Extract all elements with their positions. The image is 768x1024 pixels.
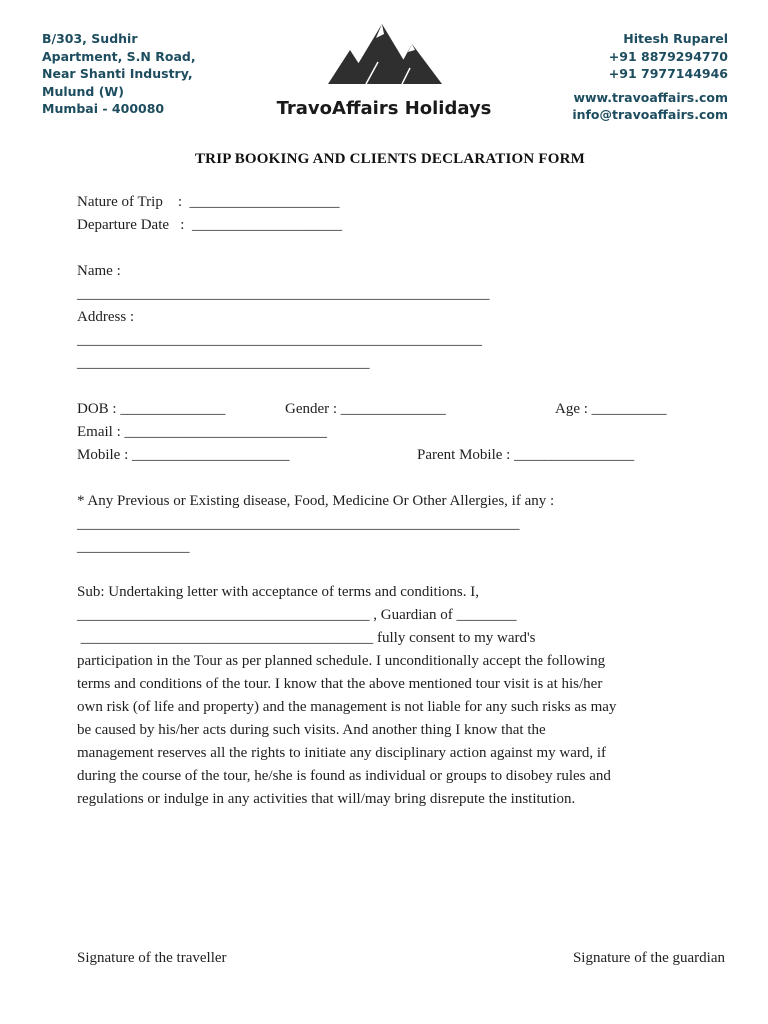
declaration-line: terms and conditions of the tour. I know that the above mentioned tour visit is at his/her [77,676,603,692]
guardian-signature-label: Signature of the guardian [572,950,725,966]
gender-field[interactable]: Gender : ______________ [285,401,446,417]
address-line: Mulund (W) [42,83,124,99]
phone-number: +91 8879294770 [608,48,728,64]
declaration-line: participation in the Tour as per planned schedule. I unconditionally accept the following [77,653,606,669]
name-field[interactable]: _______________________________________________________ [77,286,490,302]
address-line: Near Shanti Industry, [42,66,193,81]
age-field[interactable]: Age : __________ [555,401,667,417]
phone-number: +91 7977144946 [608,66,728,81]
brand-name: TravoAffairs Holidays [276,98,492,119]
address-field-line-1[interactable]: ______________________________________________________ [77,332,482,348]
address-line: Mumbai - 400080 [42,101,165,116]
declaration-line: management reserves all the rights to initiate any disciplinary action against my ward, if [77,745,607,761]
address-field-line-2[interactable]: _______________________________________ [77,355,370,371]
declaration-paragraph [77,581,732,811]
contact-name: Hitesh Ruparel [623,31,728,46]
declaration-line[interactable]: _______________________________________ fully consent to my ward's [77,630,536,646]
allergy-field-line-2[interactable]: _______________ [77,539,190,555]
declaration-line: own risk (of life and property) and the management is not liable for any such risks as may [77,699,617,715]
nature-of-trip-field[interactable]: Nature of Trip : ____________________ [77,194,340,210]
declaration-line: Sub: Undertaking letter with acceptance of terms and conditions. I, [77,584,479,600]
mobile-field[interactable]: Mobile : _____________________ [77,447,290,463]
email-field[interactable]: Email : ___________________________ [77,424,327,440]
address-label: Address : [77,309,135,325]
email-link[interactable]: info@travoaffairs.com [572,107,728,122]
contact-info [468,30,728,124]
name-label: Name : [77,263,121,279]
traveller-signature-label: Signature of the traveller [77,950,227,966]
dob-field[interactable]: DOB : ______________ [77,401,226,417]
declaration-line: be caused by his/her acts during such visits. And another thing I know that the [77,722,546,738]
address-line: Apartment, S.N Road, [42,48,196,64]
allergy-label: * Any Previous or Existing disease, Food, Medicine Or Other Allergies, if any : [77,493,555,509]
allergy-field-line-1[interactable]: ___________________________________________________________ [77,516,520,532]
form-title: TRIP BOOKING AND CLIENTS DECLARATION FORM [194,151,586,167]
departure-date-field[interactable]: Departure Date : ____________________ [77,217,342,233]
declaration-line: during the course of the tour, he/she is found as individual or groups to disobey rules and [77,768,611,784]
declaration-line: regulations or indulge in any activities that will/may bring disrepute the institution. [77,791,576,807]
declaration-line[interactable]: _______________________________________ , Guardian of ________ [77,607,517,623]
address-line: B/303, Sudhir [42,31,138,46]
mountain-logo-icon [326,24,444,86]
website-link[interactable]: www.travoaffairs.com [573,89,728,105]
parent-mobile-field[interactable]: Parent Mobile : ________________ [417,447,635,463]
